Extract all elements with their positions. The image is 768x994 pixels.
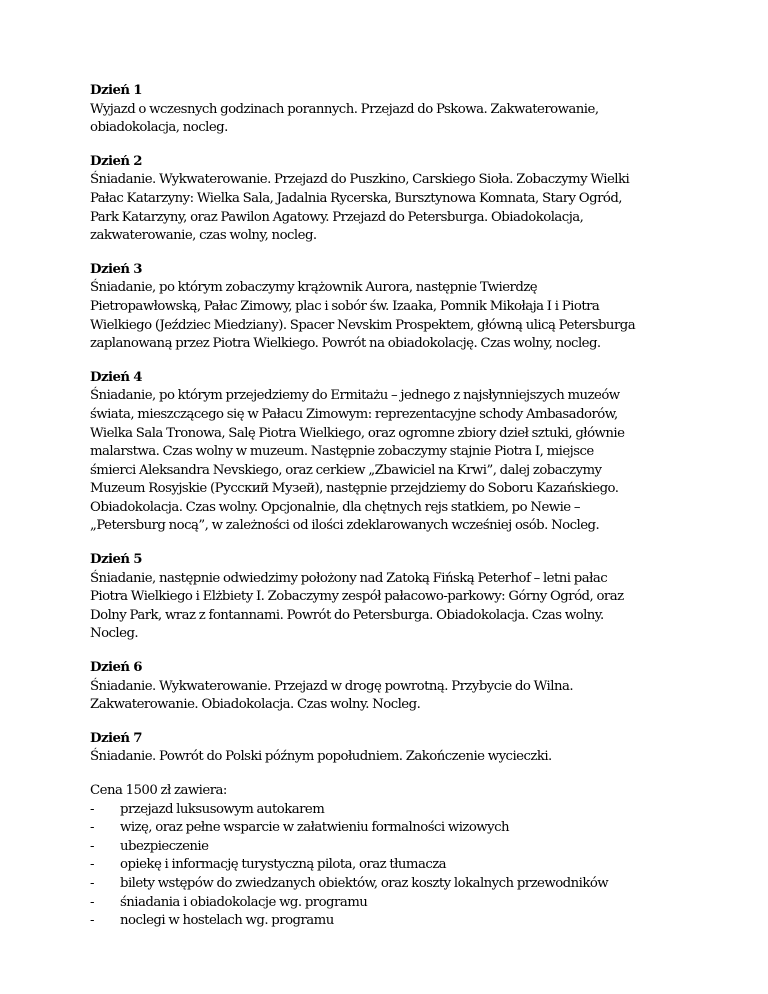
- list-item: [90, 875, 762, 894]
- day-section: [90, 261, 762, 354]
- day-title: Dzień 5: [90, 552, 142, 568]
- day-description: Wyjazd o wczesnych godzinach porannych. Przejazd do Pskowa. Zakwaterowanie, obiadokolacja, nocleg.: [90, 101, 599, 136]
- list-item-text: śniadania i obiadokolacje wg. programu: [120, 894, 368, 910]
- day-description: Śniadanie. Powrót do Polski późnym popołudniem. Zakończenie wycieczki.: [90, 749, 552, 765]
- day-description: Śniadanie, następnie odwiedzimy położony nad Zatoką Fińską Peterhof – letni pałac Piotra Wielkiego i Elżbiety I. Zobaczymy zespół pałacowo-parkowy: Górny Ogród, oraz Dolny Park, wraz z fontannami. Powrót do Petersburga. Obiadokolacja. Czas wolny. Nocleg.: [90, 570, 624, 642]
- list-item: [90, 819, 762, 838]
- day-title: Dzień 1: [90, 83, 142, 98]
- dash-bullet: -: [90, 838, 94, 854]
- list-item: [90, 838, 762, 857]
- day-title: Dzień 3: [90, 261, 142, 277]
- dash-bullet: -: [90, 801, 94, 817]
- day-section: [90, 153, 762, 246]
- day-section: [90, 730, 762, 767]
- list-item-text: noclegi w hostelach wg. programu: [120, 913, 334, 929]
- list-item-text: ubezpieczenie: [120, 838, 209, 854]
- dash-bullet: -: [90, 875, 94, 891]
- price-label: Cena 1500 zł zawiera:: [90, 783, 227, 798]
- included-list: [90, 801, 762, 931]
- day-title: Dzień 4: [90, 369, 142, 385]
- list-item-text: wizę, oraz pełne wsparcie w załatwieniu formalności wizowych: [120, 820, 510, 836]
- dash-bullet: -: [90, 913, 94, 929]
- price-section: [90, 782, 762, 931]
- day-title: Dzień 6: [90, 660, 142, 676]
- day-title: Dzień 7: [90, 730, 142, 746]
- day-section: [90, 659, 762, 715]
- day-description: Śniadanie, po którym przejedziemy do Ermitażu – jednego z najsłynniejszych muzeów świata, mieszczącego się w Pałacu Zimowym: reprezentacyjne schody Ambasadorów, Wielka Sala Tronowa, Salę Piotra Wielkiego, oraz ogromne zbiory dzieł sztuki, głównie malarstwa. Czas wolny w muzeum. Następnie zobaczymy stajnie Piotra I, miejsce śmierci Aleksandra Nevskiego, oraz cerkiew „Zbawiciel na Krwi”, dalej zobaczymy Muzeum Rosyjskie (Русский Музей), następnie przejdziemy do Soboru Kazańskiego. Obiadokolacja. Czas wolny. Opcjonalnie, dla chętnych rejs statkiem, po Newie – „Petersburg nocą”, w zależności od ilości zdeklarowanych wcześniej osób. Nocleg.: [90, 388, 625, 534]
- list-item: [90, 894, 762, 913]
- dash-bullet: -: [90, 857, 94, 873]
- list-item: [90, 912, 762, 931]
- list-item-text: bilety wstępów do zwiedzanych obiektów, oraz koszty lokalnych przewodników: [120, 875, 609, 891]
- list-item: [90, 801, 762, 820]
- list-item: [90, 856, 762, 875]
- day-description: Śniadanie. Wykwaterowanie. Przejazd w drogę powrotną. Przybycie do Wilna. Zakwaterowanie. Obiadokolacja. Czas wolny. Nocleg.: [90, 678, 574, 713]
- day-description: Śniadanie, po którym zobaczymy krążownik Aurora, następnie Twierdzę Pietropawłowską, Pałac Zimowy, plac i sobór św. Izaaka, Pomnik Mikołaja I i Piotra Wielkiego (Jeździec Miedziany). Spacer Nevskim Prospektem, główną ulicą Petersburga zaplanowaną przez Piotra Wielkiego. Powrót na obiadokolację. Czas wolny, nocleg.: [90, 280, 636, 352]
- dash-bullet: -: [90, 894, 94, 910]
- day-title: Dzień 2: [90, 153, 142, 169]
- dash-bullet: -: [90, 820, 94, 836]
- day-section: [90, 82, 762, 138]
- day-description: Śniadanie. Wykwaterowanie. Przejazd do Puszkino, Carskiego Sioła. Zobaczymy Wielki Pałac Katarzyny: Wielka Sala, Jadalnia Rycerska, Bursztynowa Komnata, Stary Ogród, Park Katarzyny, oraz Pawilon Agatowy. Przejazd do Petersburga. Obiadokolacja, zakwaterowanie, czas wolny, nocleg.: [90, 172, 630, 244]
- document-page: [90, 82, 762, 931]
- day-section: [90, 551, 762, 644]
- day-section: [90, 369, 762, 536]
- list-item-text: opiekę i informację turystyczną pilota, oraz tłumacza: [120, 857, 447, 873]
- list-item-text: przejazd luksusowym autokarem: [120, 801, 325, 817]
